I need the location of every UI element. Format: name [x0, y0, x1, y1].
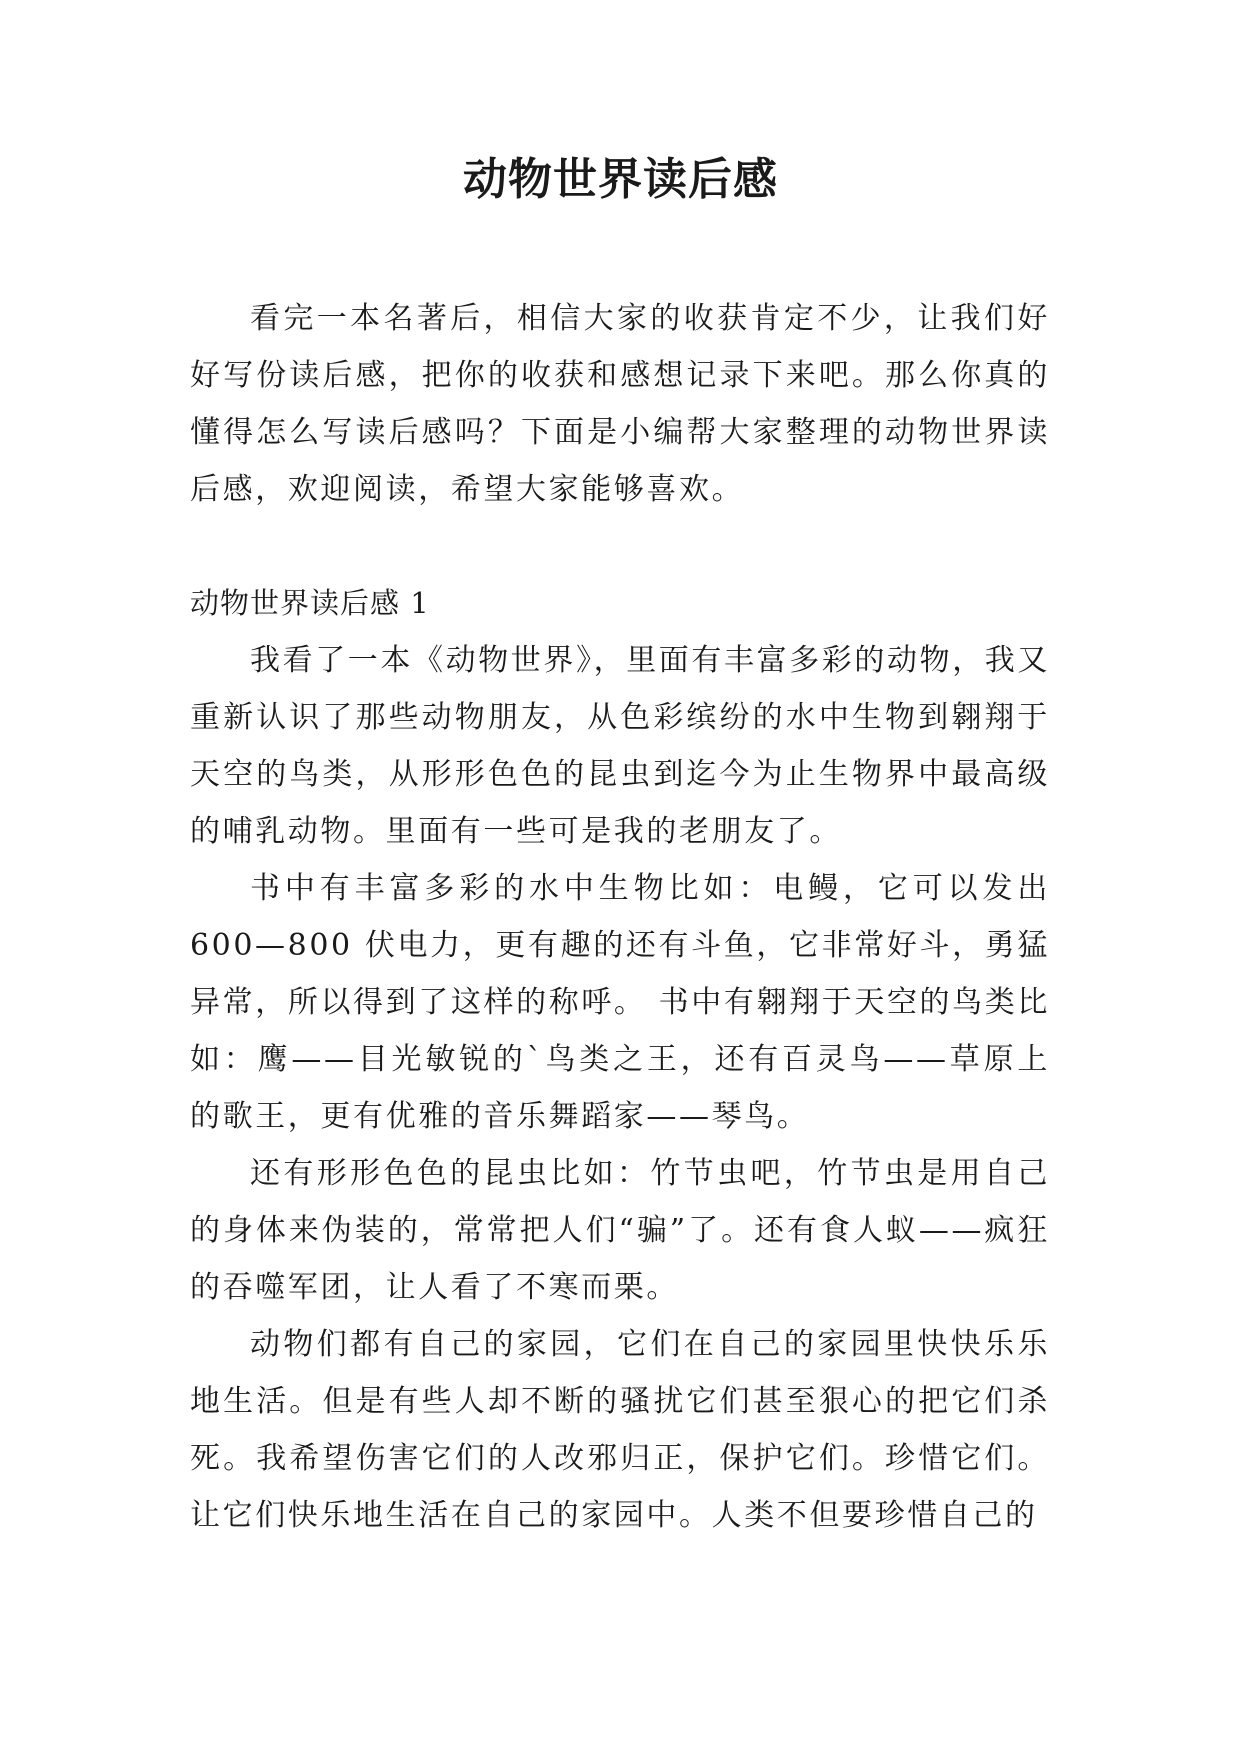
intro-paragraph: 看完一本名著后，相信大家的收获肯定不少，让我们好好写份读后感，把你的收获和感想记录下来吧。那么你真的懂得怎么写读后感吗？下面是小编帮大家整理的动物世界读后感，欢迎阅读，希望大家能够喜欢。 [190, 301, 1050, 507]
body-paragraph: 我看了一本《动物世界》，里面有丰富多彩的动物，我又重新认识了那些动物朋友，从色彩缤纷的水中生物到翱翔于天空的鸟类，从形形色色的昆虫到迄今为止生物界中最高级的哺乳动物。里面有一些可是我的老朋友了。 [190, 643, 1050, 849]
document-body [190, 290, 1050, 1544]
body-paragraph: 动物们都有自己的家园，它们在自己的家园里快快乐乐地生活。但是有些人却不断的骚扰它们甚至狠心的把它们杀死。我希望伤害它们的人改邪归正，保护它们。珍惜它们。让它们快乐地生活在自己的家园中。人类不但要珍惜自己的 [190, 1327, 1050, 1533]
body-paragraph: 书中有丰富多彩的水中生物比如：电鳗，它可以发出 600—800 伏电力，更有趣的还有斗鱼，它非常好斗，勇猛异常，所以得到了这样的称呼。 书中有翱翔于天空的鸟类比如：鹰——目光敏锐的`鸟类之王，还有百灵鸟——草原上的歌王，更有优雅的音乐舞蹈家——琴鸟。 [190, 871, 1050, 1134]
section-heading: 动物世界读后感 1 [190, 586, 430, 620]
document-title: 动物世界读后感 [463, 154, 778, 205]
body-paragraph: 还有形形色色的昆虫比如：竹节虫吧，竹节虫是用自己的身体来伪装的，常常把人们“骗”了。还有食人蚁——疯狂的吞噬军团，让人看了不寒而栗。 [190, 1156, 1050, 1305]
